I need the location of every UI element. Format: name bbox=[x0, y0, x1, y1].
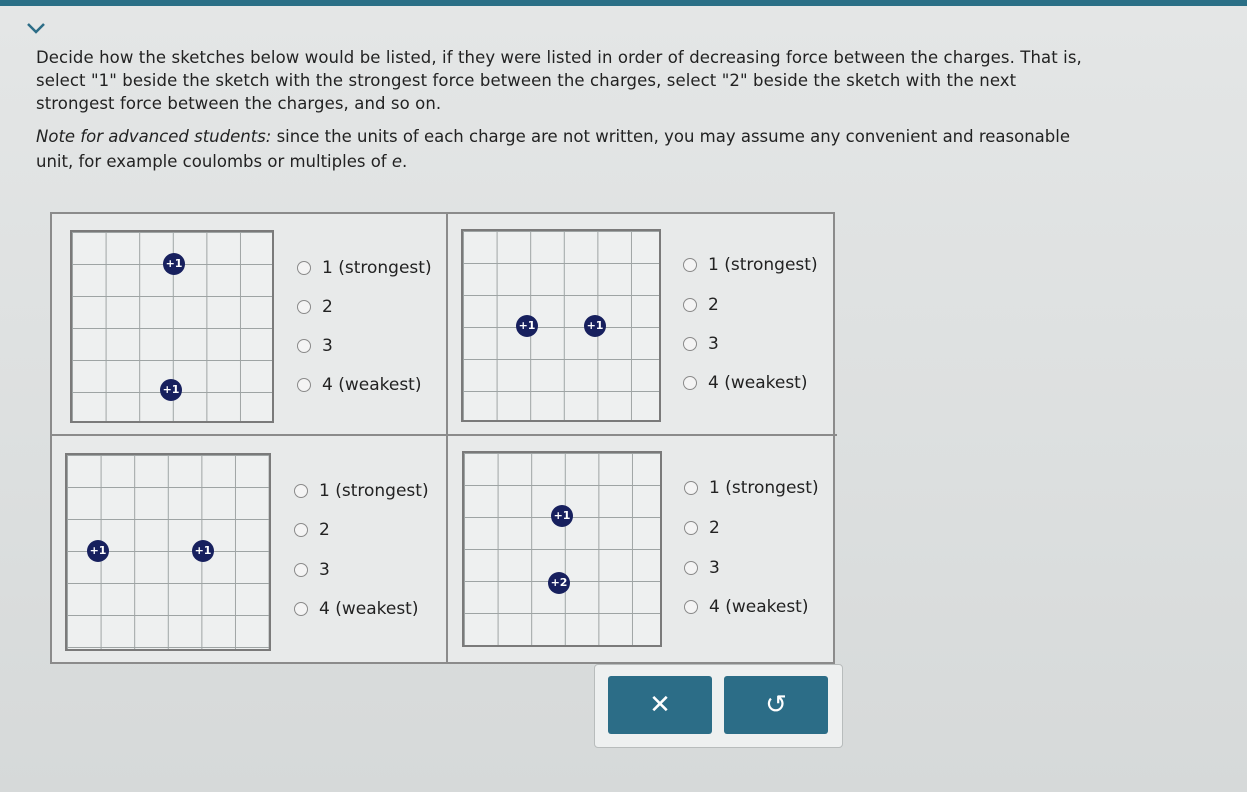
radio-button[interactable] bbox=[297, 378, 311, 392]
radio-button[interactable] bbox=[294, 563, 308, 577]
prompt-line-3: strongest force between the charges, and so on. bbox=[36, 94, 442, 113]
top-bar bbox=[0, 0, 1247, 6]
elementary-charge-symbol: e bbox=[391, 152, 402, 171]
option-label: 4 (weakest) bbox=[709, 597, 809, 617]
option-label: 1 (strongest) bbox=[709, 478, 819, 498]
option-label: 1 (strongest) bbox=[319, 481, 429, 501]
radio-button[interactable] bbox=[684, 521, 698, 535]
charge-b2: +1 bbox=[584, 315, 606, 337]
radio-button[interactable] bbox=[683, 337, 697, 351]
charge-d2: +2 bbox=[548, 572, 570, 594]
sketch-d-option-3[interactable] bbox=[684, 558, 720, 578]
option-label: 2 bbox=[709, 518, 720, 538]
sketch-d-option-1[interactable] bbox=[684, 478, 819, 498]
option-label: 3 bbox=[709, 558, 720, 578]
option-label: 1 (strongest) bbox=[708, 255, 818, 275]
option-label: 3 bbox=[319, 560, 330, 580]
charge-a1: +1 bbox=[163, 253, 185, 275]
option-label: 4 (weakest) bbox=[322, 375, 422, 395]
sketch-b-option-2[interactable] bbox=[683, 295, 719, 315]
radio-button[interactable] bbox=[297, 300, 311, 314]
table-divider-horizontal bbox=[50, 434, 837, 436]
clear-button[interactable] bbox=[608, 676, 712, 734]
action-panel bbox=[594, 664, 843, 748]
option-label: 2 bbox=[322, 297, 333, 317]
close-icon: ✕ bbox=[649, 690, 671, 720]
question-prompt bbox=[36, 46, 1216, 115]
radio-button[interactable] bbox=[294, 602, 308, 616]
sketch-b-option-4[interactable] bbox=[683, 373, 808, 393]
sketch-c-option-1[interactable] bbox=[294, 481, 429, 501]
radio-button[interactable] bbox=[683, 298, 697, 312]
note-text-end: . bbox=[402, 152, 408, 171]
sketch-a-option-4[interactable] bbox=[297, 375, 422, 395]
undo-icon: ↺ bbox=[765, 690, 787, 720]
table-divider-vertical bbox=[446, 212, 448, 664]
option-label: 3 bbox=[322, 336, 333, 356]
charge-c1: +1 bbox=[87, 540, 109, 562]
radio-button[interactable] bbox=[683, 258, 697, 272]
sketch-c-option-3[interactable] bbox=[294, 560, 330, 580]
sketch-c-option-4[interactable] bbox=[294, 599, 419, 619]
note-text-2: unit, for example coulombs or multiples of bbox=[36, 152, 392, 171]
note-label: Note for advanced students: bbox=[36, 127, 272, 146]
radio-button[interactable] bbox=[297, 339, 311, 353]
sketch-b-option-1[interactable] bbox=[683, 255, 818, 275]
radio-button[interactable] bbox=[294, 523, 308, 537]
sketch-a-option-2[interactable] bbox=[297, 297, 333, 317]
radio-button[interactable] bbox=[683, 376, 697, 390]
sketch-a-option-3[interactable] bbox=[297, 336, 333, 356]
option-label: 4 (weakest) bbox=[319, 599, 419, 619]
reset-button[interactable] bbox=[724, 676, 828, 734]
sketch-c-option-2[interactable] bbox=[294, 520, 330, 540]
sketch-grid-b bbox=[461, 229, 661, 422]
prompt-line-1: Decide how the sketches below would be listed, if they were listed in order of decreasing force between the charges. That is, bbox=[36, 48, 1082, 67]
option-label: 3 bbox=[708, 334, 719, 354]
radio-button[interactable] bbox=[684, 600, 698, 614]
radio-button[interactable] bbox=[684, 481, 698, 495]
sketch-b-option-3[interactable] bbox=[683, 334, 719, 354]
charge-b1: +1 bbox=[516, 315, 538, 337]
option-label: 2 bbox=[708, 295, 719, 315]
radio-button[interactable] bbox=[294, 484, 308, 498]
prompt-line-2: select "1" beside the sketch with the strongest force between the charges, select "2" beside the sketch with the next bbox=[36, 71, 1017, 90]
sketch-d-option-2[interactable] bbox=[684, 518, 720, 538]
sketch-a-option-1[interactable] bbox=[297, 258, 432, 278]
radio-button[interactable] bbox=[297, 261, 311, 275]
note-text-1: since the units of each charge are not written, you may assume any convenient and reasonable bbox=[271, 127, 1071, 146]
sketch-grid-d bbox=[462, 451, 662, 647]
charge-a2: +1 bbox=[160, 379, 182, 401]
charge-d1: +1 bbox=[551, 505, 573, 527]
option-label: 2 bbox=[319, 520, 330, 540]
chevron-down-icon[interactable] bbox=[18, 14, 54, 44]
option-label: 1 (strongest) bbox=[322, 258, 432, 278]
option-label: 4 (weakest) bbox=[708, 373, 808, 393]
advanced-note bbox=[36, 124, 1216, 174]
sketch-d-option-4[interactable] bbox=[684, 597, 809, 617]
radio-button[interactable] bbox=[684, 561, 698, 575]
charge-c2: +1 bbox=[192, 540, 214, 562]
